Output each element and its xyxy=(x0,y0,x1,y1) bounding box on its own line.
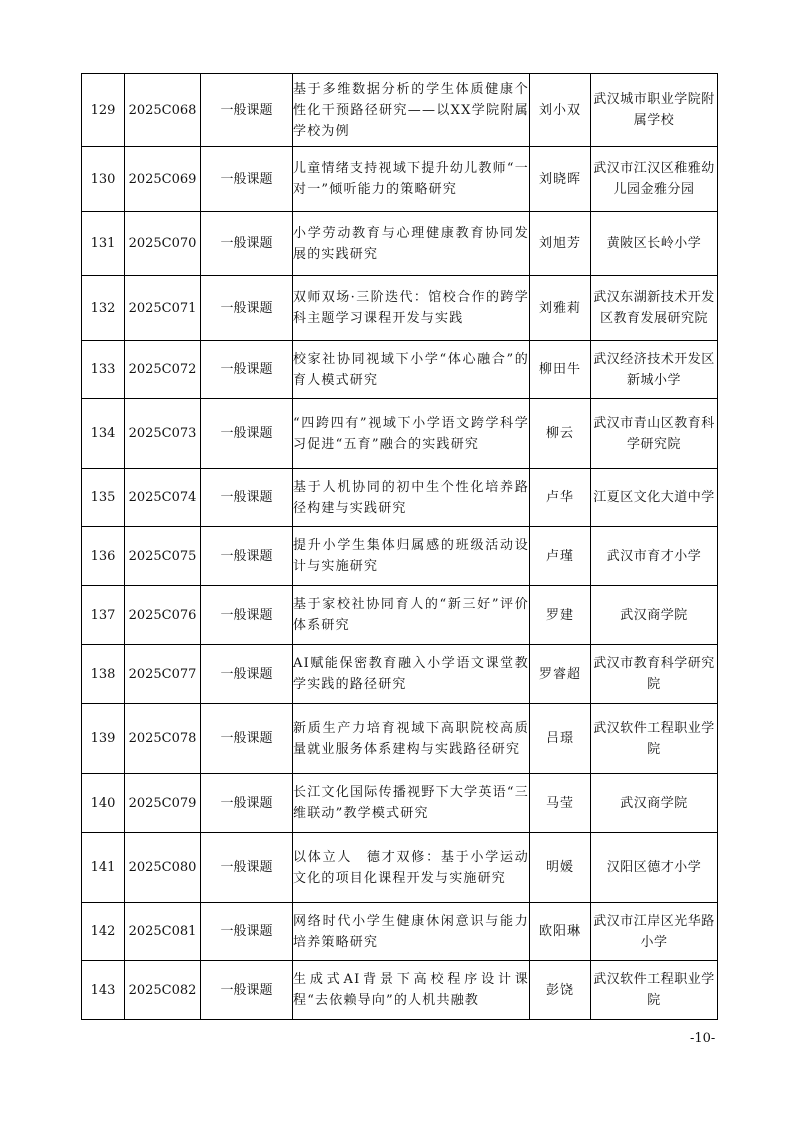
organization: 武汉市江汉区稚雅幼儿园金雅分园 xyxy=(591,147,718,212)
principal-name: 柳田牛 xyxy=(530,341,591,399)
principal-name: 罗睿超 xyxy=(530,645,591,704)
project-type: 一般课题 xyxy=(201,833,293,903)
organization: 武汉市育才小学 xyxy=(591,527,718,586)
organization: 武汉经济技术开发区新城小学 xyxy=(591,341,718,399)
row-number: 142 xyxy=(82,903,125,961)
organization: 武汉城市职业学院附属学校 xyxy=(591,74,718,147)
project-title: 生成式AI背景下高校程序设计课程“去依赖导向”的人机共融教 xyxy=(293,961,530,1020)
table-row xyxy=(82,147,718,212)
project-title: “四跨四有”视域下小学语文跨学科学习促进“五育”融合的实践研究 xyxy=(293,399,530,469)
table-row xyxy=(82,341,718,399)
project-title: 小学劳动教育与心理健康教育协同发展的实践研究 xyxy=(293,212,530,276)
principal-name: 刘小双 xyxy=(530,74,591,147)
principal-name: 刘雅莉 xyxy=(530,276,591,341)
project-title: 双师双场·三阶迭代：馆校合作的跨学科主题学习课程开发与实践 xyxy=(293,276,530,341)
page-number: -10- xyxy=(690,1031,716,1046)
project-title: 儿童情绪支持视域下提升幼儿教师“一对一”倾听能力的策略研究 xyxy=(293,147,530,212)
table-row xyxy=(82,399,718,469)
project-title: 长江文化国际传播视野下大学英语“三维联动”教学模式研究 xyxy=(293,774,530,833)
organization: 武汉软件工程职业学院 xyxy=(591,704,718,774)
project-type: 一般课题 xyxy=(201,645,293,704)
table-row xyxy=(82,833,718,903)
table-row xyxy=(82,469,718,527)
table-row xyxy=(82,961,718,1020)
row-number: 137 xyxy=(82,586,125,645)
row-number: 136 xyxy=(82,527,125,586)
project-type: 一般课题 xyxy=(201,74,293,147)
project-code: 2025C074 xyxy=(125,469,201,527)
principal-name: 卢瑾 xyxy=(530,527,591,586)
project-code: 2025C068 xyxy=(125,74,201,147)
project-type: 一般课题 xyxy=(201,903,293,961)
project-type: 一般课题 xyxy=(201,527,293,586)
principal-name: 刘旭芳 xyxy=(530,212,591,276)
organization: 武汉市青山区教育科学研究院 xyxy=(591,399,718,469)
row-number: 134 xyxy=(82,399,125,469)
principal-name: 马莹 xyxy=(530,774,591,833)
project-title: 网络时代小学生健康休闲意识与能力培养策略研究 xyxy=(293,903,530,961)
row-number: 140 xyxy=(82,774,125,833)
table-row xyxy=(82,704,718,774)
principal-name: 彭饶 xyxy=(530,961,591,1020)
project-type: 一般课题 xyxy=(201,961,293,1020)
project-code: 2025C076 xyxy=(125,586,201,645)
project-type: 一般课题 xyxy=(201,341,293,399)
project-title: 以体立人 德才双修：基于小学运动文化的项目化课程开发与实施研究 xyxy=(293,833,530,903)
table-row xyxy=(82,527,718,586)
principal-name: 吕璟 xyxy=(530,704,591,774)
table-row xyxy=(82,645,718,704)
principal-name: 刘晓晖 xyxy=(530,147,591,212)
table-row xyxy=(82,212,718,276)
project-title: 基于多维数据分析的学生体质健康个性化干预路径研究——以XX学院附属学校为例 xyxy=(293,74,530,147)
project-code: 2025C081 xyxy=(125,903,201,961)
table-row xyxy=(82,74,718,147)
project-title: 校家社协同视域下小学“体心融合”的育人模式研究 xyxy=(293,341,530,399)
table-row xyxy=(82,586,718,645)
organization: 武汉市教育科学研究院 xyxy=(591,645,718,704)
project-code: 2025C080 xyxy=(125,833,201,903)
project-code: 2025C082 xyxy=(125,961,201,1020)
row-number: 143 xyxy=(82,961,125,1020)
table-row xyxy=(82,276,718,341)
project-type: 一般课题 xyxy=(201,399,293,469)
row-number: 130 xyxy=(82,147,125,212)
row-number: 133 xyxy=(82,341,125,399)
project-code: 2025C069 xyxy=(125,147,201,212)
organization: 武汉软件工程职业学院 xyxy=(591,961,718,1020)
row-number: 129 xyxy=(82,74,125,147)
project-code: 2025C075 xyxy=(125,527,201,586)
principal-name: 明媛 xyxy=(530,833,591,903)
project-type: 一般课题 xyxy=(201,704,293,774)
organization: 黄陂区长岭小学 xyxy=(591,212,718,276)
row-number: 138 xyxy=(82,645,125,704)
project-type: 一般课题 xyxy=(201,774,293,833)
principal-name: 欧阳琳 xyxy=(530,903,591,961)
project-title: 提升小学生集体归属感的班级活动设计与实施研究 xyxy=(293,527,530,586)
organization: 武汉东湖新技术开发区教育发展研究院 xyxy=(591,276,718,341)
principal-name: 卢华 xyxy=(530,469,591,527)
project-type: 一般课题 xyxy=(201,212,293,276)
project-type: 一般课题 xyxy=(201,586,293,645)
project-type: 一般课题 xyxy=(201,147,293,212)
project-code: 2025C073 xyxy=(125,399,201,469)
project-code: 2025C079 xyxy=(125,774,201,833)
organization: 汉阳区德才小学 xyxy=(591,833,718,903)
project-code: 2025C072 xyxy=(125,341,201,399)
row-number: 141 xyxy=(82,833,125,903)
organization: 武汉商学院 xyxy=(591,586,718,645)
project-code: 2025C071 xyxy=(125,276,201,341)
organization: 武汉市江岸区光华路小学 xyxy=(591,903,718,961)
table-body xyxy=(82,74,718,1020)
project-code: 2025C070 xyxy=(125,212,201,276)
principal-name: 罗建 xyxy=(530,586,591,645)
project-title: 新质生产力培育视域下高职院校高质量就业服务体系建构与实践路径研究 xyxy=(293,704,530,774)
project-title: AI赋能保密教育融入小学语文课堂教学实践的路径研究 xyxy=(293,645,530,704)
project-code: 2025C078 xyxy=(125,704,201,774)
project-title: 基于家校社协同育人的“新三好”评价体系研究 xyxy=(293,586,530,645)
row-number: 135 xyxy=(82,469,125,527)
project-type: 一般课题 xyxy=(201,276,293,341)
organization: 武汉商学院 xyxy=(591,774,718,833)
project-table xyxy=(81,73,718,1020)
organization: 江夏区文化大道中学 xyxy=(591,469,718,527)
row-number: 139 xyxy=(82,704,125,774)
table-row xyxy=(82,903,718,961)
principal-name: 柳云 xyxy=(530,399,591,469)
project-title: 基于人机协同的初中生个性化培养路径构建与实践研究 xyxy=(293,469,530,527)
table-row xyxy=(82,774,718,833)
project-type: 一般课题 xyxy=(201,469,293,527)
project-code: 2025C077 xyxy=(125,645,201,704)
row-number: 132 xyxy=(82,276,125,341)
row-number: 131 xyxy=(82,212,125,276)
